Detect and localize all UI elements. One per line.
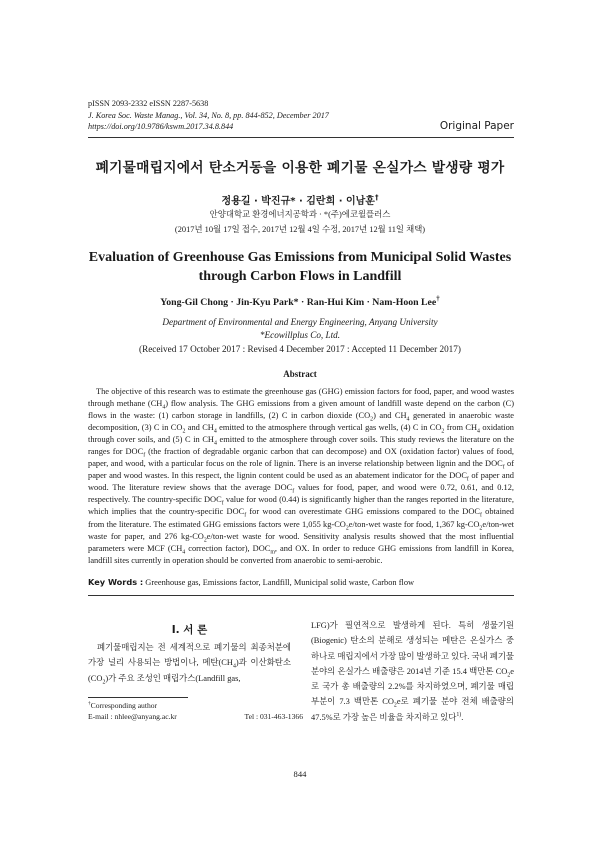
korean-title: 폐기물매립지에서 탄소거동을 이용한 폐기물 온실가스 발생량 평가 xyxy=(95,160,505,176)
doi-link[interactable]: https://doi.org/10.9786/kswm.2017.34.8.844 xyxy=(88,122,234,131)
corresponding-author-footnote: †Corresponding author E-mail : nhlee@anyang.ac.kr Tel : 031-463-1366 xyxy=(88,700,303,721)
header-divider xyxy=(88,137,514,138)
english-affiliation: Department of Environmental and Energy Engineering, Anyang University *Ecowillplus Co, Ltd. xyxy=(162,317,438,340)
english-title: Evaluation of Greenhouse Gas Emissions from Municipal Solid Wastes through Carbon Flows in Landfill xyxy=(88,250,512,284)
english-authors: Yong-Gil Chong · Jin-Kyu Park* · Ran-Hui Kim · Nam-Hoon Lee† xyxy=(160,295,440,308)
abstract-body: The objective of this research was to estimate the greenhouse gas (GHG) emission factors for food, paper, and wood wastes through methane $(CH_4)$ flow analysis. The GHG emissions from a given amount of landfill waste depend on the carbon (C) flows in the waste: (1) carbon storage in landfills, (2) C in carbon dioxide $(CO_2)$ and $CH_4$ generated in anaerobic waste decomposition, (3) C in $CO_2$ and $CH_4$ emitted to the atmosphere through vertical gas wells, (4) C in $CO_2$ from $CH_4$ oxidation through cover soils, and (5) C in $CH_4$ emitted to the atmosphere through cover soils. This study reviews the literature on the ranges for $DOC_f$ (the fraction of degradable organic carbon that can decompose) and OX (oxidation factor) values of food, paper, and wood, with a particular focus on the role of lignin. There is an inverse relationship between lignin and the $DOC_f$ of paper and wood wastes. In this respect, the lignin content could be used as an abatement indicator for the $DOC_f$ of paper and wood. The literature review shows that the average $DOC_f$ values for food, paper, and wood were 0.72, 0.61, and 0.12, respectively. The country-specific $DOC_f$ value for wood (0.44) is significantly higher than the ranges reported in the literature, which implies that the country-specific $DOC_f$ for wood can overestimate GHG emissions compared to the $DOC_f$ obtained from the literature. The estimated GHG emissions factors were 1,055 $kg-CO_2e/ton$-wet waste for food, 1,367 $kg-CO_2e/ton$-wet waste for paper, and 276 $kg-CO_2e/ton$-wet waste for wood. Sensitivity analysis results showed that the most influential parameters were MCF ($CH_4$ correction factor), $DOC_m$, and OX. In order to reduce GHG emissions from landfill in Korea, landfill sites currently in operation should be converted from anaerobic to semi-aerobic. xyxy=(88,387,514,565)
section-heading-introduction: I. 서 론 xyxy=(171,624,208,636)
journal-citation: J. Korea Soc. Waste Manag., Vol. 34, No. 8, pp. 844-852, December 2017 xyxy=(88,110,329,120)
intro-right-column: LFG)가 필연적으로 발생하게 된다. 특히 생물기원(Biogenic) 탄소의 분해로 생성되는 메탄은 온실가스 중 하나로 매립지에서 가장 많이 발생하고 있다. 국내 폐기물 분야의 온실가스 배출량은 2014년 기준 15.4 백만톤 $CO_2e$로 국가 총 배출량의 2.2%를 차지하였으며, 폐기물 매립 부분이 7.3 백만톤 $CO_2e$로 폐기물 분야 전체 배출량의 47.5%로 가장 높은 비율을 차지하고 있다$^{1)}$. xyxy=(311,621,514,722)
issn-line: pISSN 2093-2332 eISSN 2287-5638 xyxy=(88,99,209,108)
korean-affiliation: 안양대학교 환경에너지공학과 · *(주)에코윌플러스 xyxy=(209,210,391,219)
article-type-label: Original Paper xyxy=(439,120,514,132)
keywords-list: Greenhouse gas, Emissions factor, Landfill, Municipal solid waste, Carbon flow xyxy=(143,578,415,587)
author-phone: Tel : 031-463-1366 xyxy=(244,712,303,721)
abstract-heading: Abstract xyxy=(283,369,317,379)
footnote-divider xyxy=(88,697,188,698)
author-email[interactable]: E-mail : nhlee@anyang.ac.kr xyxy=(88,712,177,721)
keywords xyxy=(88,577,514,587)
english-dates: (Received 17 October 2017 : Revised 4 December 2017 : Accepted 11 December 2017) xyxy=(139,344,461,354)
keywords-divider xyxy=(88,595,514,596)
korean-dates: (2017년 10월 17일 접수, 2017년 12월 4일 수정, 2017년 12월 11일 채택) xyxy=(174,225,426,234)
intro-left-column: 폐기물매립지는 전 세계적으로 폐기물의 최종처분에 가장 널리 사용되는 방법이나, 메탄$(CH_4)$과 이산화탄소$(CO_2)$가 주요 조성인 매립가스(Landfill gas, xyxy=(88,643,291,686)
keywords-label: Key Words : xyxy=(88,577,144,587)
page-number: 844 xyxy=(293,769,307,779)
korean-authors: 정용길 · 박진규* · 김란희 · 이남훈† xyxy=(221,193,379,207)
